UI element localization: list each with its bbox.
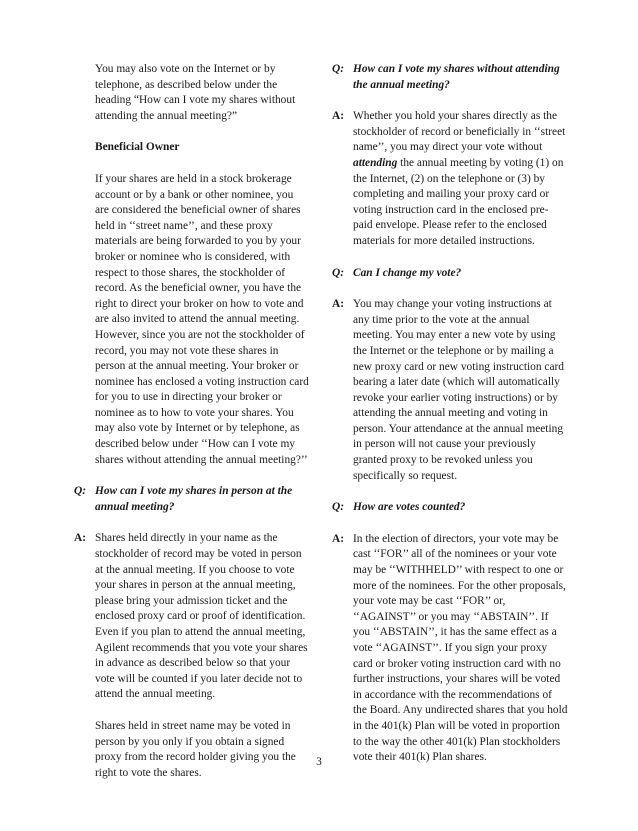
answer-followup-text: Shares held in street name may be voted in person by you only if you obtain a signed proxy from the record holder giving you the right to vote the shares. <box>95 719 296 779</box>
beneficial-owner-paragraph: If your shares are held in a stock brokerage account or by a bank or other nominee, you are considered the beneficial owner of shares held in ‘‘street name’’, and these proxy materials are being forwarded to you by your broker or nominee who is considered, with respect to those shares, the stockholder of record. As the beneficial owner, you have the right to direct your broker on how to vote and are also invited to attend the annual meeting. However, since you are not the stockholder of record, you may not vote these shares in person at the annual meeting. Your broker or nominee has enclosed a voting instruction card for you to use in directing your broker or nominee as to how to vote your shares. You may also vote by Internet or by telephone, as described below under ‘‘How can I vote my shares without attending the annual meeting?’’ <box>95 172 309 466</box>
answer-emphasis: attending <box>353 156 398 169</box>
question-marker: Q: <box>332 266 345 279</box>
answer-in-person <box>74 531 310 781</box>
answer-text: Shares held directly in your name as the stockholder of record may be voted in person at the annual meeting. If you choose to vote your shares in person at the annual meeting, please bring your admission ticket and the enclosed proxy card or proof of identification. Even if you plan to attend the annual meeting, Agilent recommends that you vote your shares in advance as described below so that your vote will be counted if you later decide not to attend the annual meeting. <box>95 532 308 701</box>
answer-text <box>353 109 568 249</box>
question-marker: Q: <box>332 501 345 514</box>
question-without-attending <box>332 62 568 93</box>
answer-text-part: Whether you hold your shares directly as the stockholder of record or beneficially in ‘‘street name’’, you may direct your vote without <box>353 110 566 154</box>
question-text: Can I change my vote? <box>353 266 462 279</box>
answer-marker: A: <box>332 298 345 311</box>
intro-paragraph: You may also vote on the Internet or by telephone, as described below under the heading “How can I vote my shares without attending the annual meeting?” <box>95 63 296 122</box>
answer-marker: A: <box>332 532 345 545</box>
beneficial-owner-heading: Beneficial Owner <box>95 141 180 154</box>
question-change-vote <box>332 266 568 282</box>
answer-text-part: the annual meeting by voting (1) on the Internet, (2) on the telephone or (3) by completing and mailing your proxy card or voting instruction card in the enclosed pre-paid envelope. Please refer to the enclosed materials for more detailed instructions. <box>353 156 564 247</box>
question-text: How are votes counted? <box>353 501 466 514</box>
answer-without-attending <box>332 109 568 249</box>
answer-text: You may change your voting instructions at any time prior to the vote at the annual meeting. You may enter a new vote by using the Internet or the telephone or by mailing a new proxy card or new voting instruction card bearing a later date (which will automatically revoke your earlier voting instructions) or by attending the annual meeting and voting in person. Your attendance at the annual meeting in person will not cause your previously granted proxy to be revoked unless you specifically so request. <box>353 298 564 482</box>
question-marker: Q: <box>74 485 87 498</box>
answer-marker: A: <box>74 532 87 545</box>
question-in-person <box>74 484 310 515</box>
answer-change-vote <box>332 297 568 484</box>
question-marker: Q: <box>332 63 345 75</box>
question-votes-counted <box>332 500 568 516</box>
question-text: How can I vote my shares without attending the annual meeting? <box>353 63 560 91</box>
page-number: 3 <box>316 756 322 768</box>
answer-votes-counted <box>332 532 568 766</box>
question-text: How can I vote my shares in person at the annual meeting? <box>95 485 293 513</box>
right-column <box>332 62 568 766</box>
left-column <box>74 62 310 781</box>
answer-marker: A: <box>332 110 345 123</box>
answer-text: In the election of directors, your vote may be cast ‘‘FOR’’ all of the nominees or your vote may be ‘‘WITHHELD’’ with respect to one or more of the nominees. For the other proposals, your vote may be cast ‘‘FOR’’ or, ‘‘AGAINST’’ or you may ‘‘ABSTAIN’’. If you ‘‘ABSTAIN’’, it has the same effect as a vote ‘‘AGAINST’’. If you sign your proxy card or broker voting instruction card with no further instructions, your shares will be voted in accordance with the recommendations of the Board. Any undirected shares that you hold in the 401(k) Plan will be voted in proportion to the way the other 401(k) Plan stockholders vote their 401(k) Plan shares. <box>353 532 568 764</box>
